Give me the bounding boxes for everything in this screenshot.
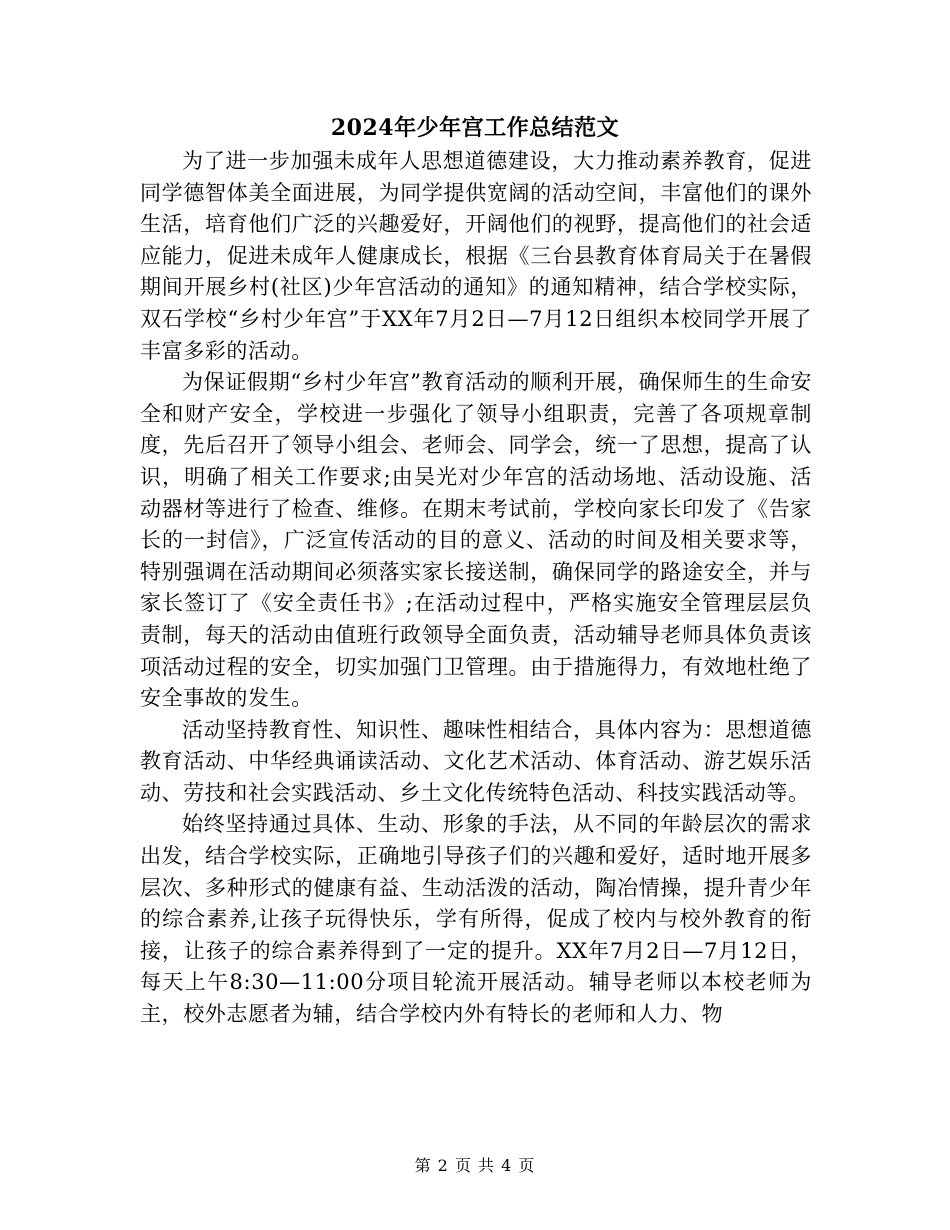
paragraph-4: 始终坚持通过具体、生动、形象的手法，从不同的年龄层次的需求出发，结合学校实际，正确地引导孩子们的兴趣和爱好，适时地开展多层次、多种形式的健康有益、生动活泼的活动，陶冶情操，提升青少年的综合素养,让孩子玩得快乐，学有所得，促成了校内与校外教育的衔接，让孩子的综合素养得到了一定的提升。XX年7月2日—7月12日，每天上午8:30—11:00分项目轮流开展活动。辅导老师以本校老师为主，校外志愿者为辅，结合学校内外有特长的老师和人力、物	[140, 812, 812, 1027]
paragraph-1: 为了进一步加强未成年人思想道德建设，大力推动素养教育，促进同学德智体美全面进展，为同学提供宽阔的活动空间，丰富他们的课外生活，培育他们广泛的兴趣爱好，开阔他们的视野，提高他们的社会适应能力，促进未成年人健康成长，根据《三台县教育体育局关于在暑假期间开展乡村(社区)少年宫活动的通知》的通知精神，结合学校实际，双石学校“乡村少年宫”于XX年7月2日—7月12日组织本校同学开展了丰富多彩的活动。	[140, 149, 812, 363]
paragraph-3: 活动坚持教育性、知识性、趣味性相结合，具体内容为：思想道德教育活动、中华经典诵读活动、文化艺术活动、体育活动、游艺娱乐活动、劳技和社会实践活动、乡土文化传统特色活动、科技实践活动等。	[140, 717, 812, 805]
document-title: 2024年少年宫工作总结范文	[330, 115, 620, 141]
document-body	[140, 146, 812, 1031]
paragraph-2: 为保证假期“乡村少年宫”教育活动的顺利开展，确保师生的生命安全和财产安全，学校进一步强化了领导小组职责，完善了各项规章制度，先后召开了领导小组会、老师会、同学会，统一了思想，提高了认识，明确了相关工作要求;由吴光对少年宫的活动场地、活动设施、活动器材等进行了检查、维修。在期末考试前，学校向家长印发了《告家长的一封信》，广泛宣传活动的目的意义、活动的时间及相关要求等，特别强调在活动期间必须落实家长接送制，确保同学的路途安全，并与家长签订了《安全责任书》;在活动过程中，严格实施安全管理层层负责制，每天的活动由值班行政领导全面负责，活动辅导老师具体负责该项活动过程的安全，切实加强门卫管理。由于措施得力，有效地杜绝了安全事故的发生。	[140, 370, 812, 711]
page-footer: 第 2 页 共 4 页	[414, 1156, 536, 1175]
